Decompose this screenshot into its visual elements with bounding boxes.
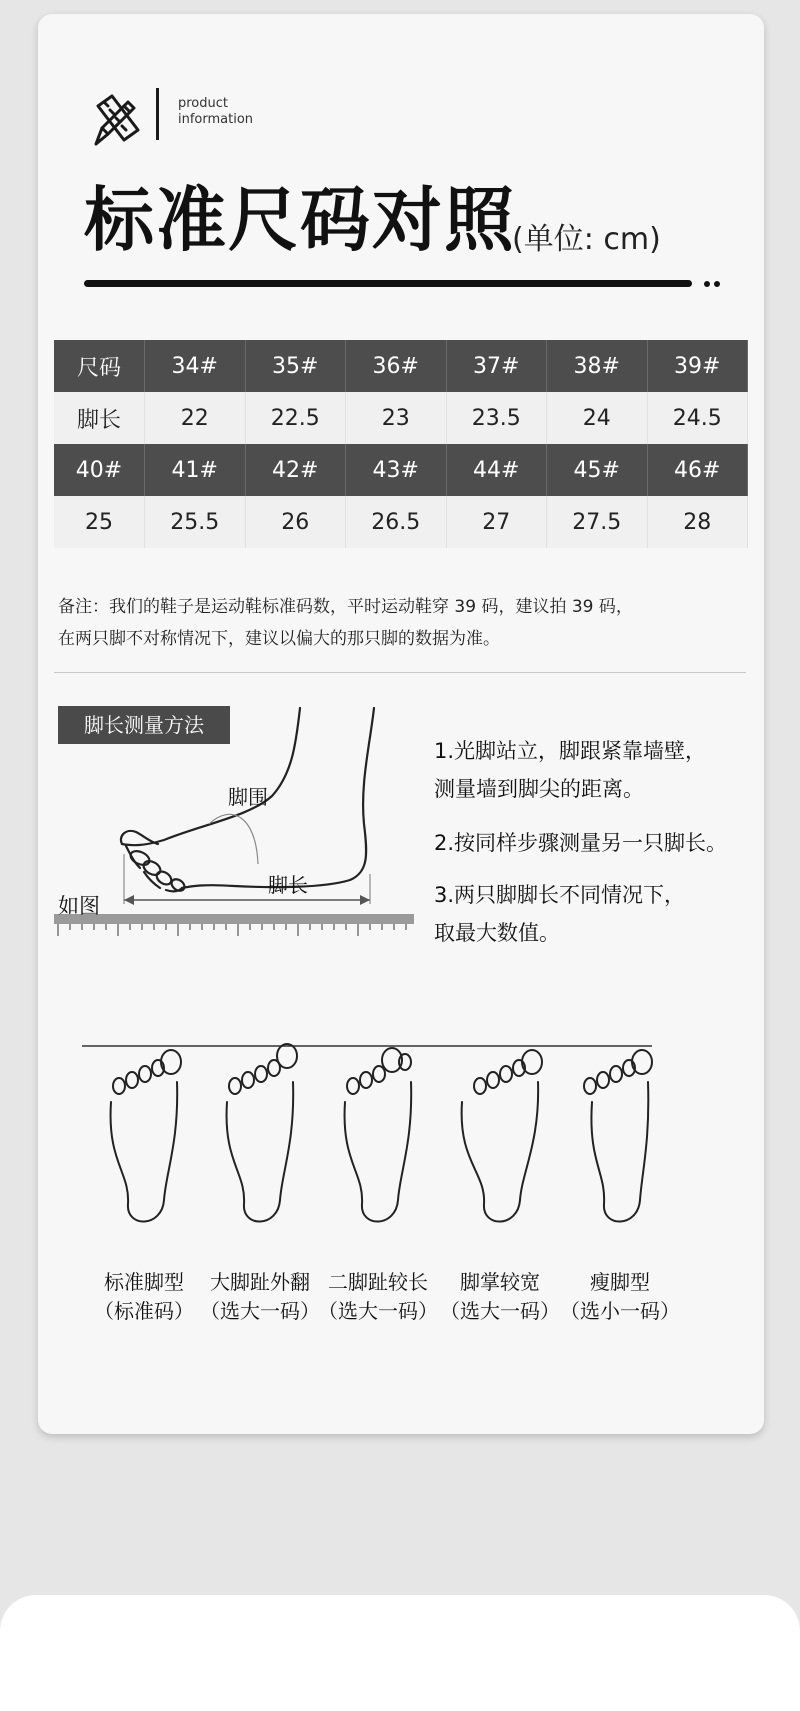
size-table-cell: 28 bbox=[647, 496, 748, 548]
size-table-cell: 尺码 bbox=[54, 340, 145, 392]
logo-text-line2: information bbox=[178, 112, 254, 127]
size-table-cell: 脚长 bbox=[54, 392, 145, 444]
size-table-cell: 36# bbox=[346, 340, 447, 392]
size-table-cell: 25 bbox=[54, 496, 145, 548]
step3-line1: 3.两只脚脚长不同情况下， bbox=[434, 883, 686, 907]
foot-type-advice: （选大一码） bbox=[200, 1299, 320, 1323]
foot-outline bbox=[584, 1050, 652, 1222]
note-line1: 备注：我们的鞋子是运动鞋标准码数，平时运动鞋穿 39 码，建议拍 39 码， bbox=[58, 597, 633, 617]
foot-types-illustration bbox=[38, 1004, 764, 1284]
size-table-cell: 27.5 bbox=[547, 496, 648, 548]
size-table-cell: 41# bbox=[145, 444, 246, 496]
foot-outline bbox=[345, 1048, 412, 1222]
size-table-cell: 42# bbox=[245, 444, 346, 496]
size-table-row bbox=[54, 496, 748, 548]
foot-type-advice: （选小一码） bbox=[560, 1299, 680, 1323]
figure-label: 如图 bbox=[58, 894, 100, 918]
size-note bbox=[58, 591, 748, 655]
size-table-cell: 25.5 bbox=[145, 496, 246, 548]
foot-outline bbox=[462, 1050, 542, 1222]
size-guide-card bbox=[38, 14, 764, 1434]
step3-line2: 取最大数值。 bbox=[434, 921, 560, 945]
section-divider bbox=[54, 672, 746, 673]
size-table-row bbox=[54, 340, 748, 392]
size-table-cell: 37# bbox=[446, 340, 547, 392]
size-table-cell: 27 bbox=[446, 496, 547, 548]
size-table-cell: 24 bbox=[547, 392, 648, 444]
foot-outline bbox=[227, 1044, 297, 1222]
size-table-cell: 23 bbox=[346, 392, 447, 444]
size-table-cell: 24.5 bbox=[647, 392, 748, 444]
size-table-row bbox=[54, 392, 748, 444]
foot-type-label bbox=[430, 1268, 570, 1326]
size-table bbox=[54, 340, 748, 548]
size-table-cell: 45# bbox=[547, 444, 648, 496]
step1-line1: 1.光脚站立，脚跟紧靠墙壁， bbox=[434, 739, 707, 763]
note-line2: 在两只脚不对称情况下，建议以偏大的那只脚的数据为准。 bbox=[58, 629, 500, 649]
size-table-cell: 46# bbox=[647, 444, 748, 496]
size-table-cell: 38# bbox=[547, 340, 648, 392]
foot-outline bbox=[111, 1050, 181, 1222]
size-table-row bbox=[54, 444, 748, 496]
logo-divider bbox=[156, 88, 159, 140]
size-table-cell: 35# bbox=[245, 340, 346, 392]
logo-text-line1: product bbox=[178, 96, 229, 111]
method-badge: 脚长测量方法 bbox=[58, 706, 230, 744]
length-label: 脚长 bbox=[268, 873, 308, 897]
foot-type-advice: （选大一码） bbox=[318, 1299, 438, 1323]
size-table-cell: 22.5 bbox=[245, 392, 346, 444]
size-table-cell: 43# bbox=[346, 444, 447, 496]
page-title: 标准尺码对照 bbox=[84, 179, 516, 261]
page-bottom-band bbox=[0, 1595, 800, 1711]
foot-type-advice: （选大一码） bbox=[440, 1299, 560, 1323]
unit-label: (单位: cm) bbox=[512, 222, 661, 257]
girth-label: 脚围 bbox=[228, 785, 268, 809]
size-table-cell: 26 bbox=[245, 496, 346, 548]
size-table-cell: 23.5 bbox=[446, 392, 547, 444]
foot-type-label bbox=[308, 1268, 448, 1326]
size-table-cell: 26.5 bbox=[346, 496, 447, 548]
size-table-cell: 39# bbox=[647, 340, 748, 392]
step2-text: 2.按同样步骤测量另一只脚长。 bbox=[434, 831, 728, 855]
foot-type-name: 脚掌较宽 bbox=[460, 1270, 540, 1294]
foot-type-label bbox=[550, 1268, 690, 1326]
title-underline bbox=[84, 280, 692, 287]
underline-dot bbox=[704, 281, 710, 287]
logo-text bbox=[178, 96, 253, 128]
foot-type-name: 二脚趾较长 bbox=[328, 1270, 428, 1294]
step1-line2: 测量墙到脚尖的距离。 bbox=[434, 777, 644, 801]
foot-type-name: 瘦脚型 bbox=[590, 1270, 650, 1294]
size-table-cell: 22 bbox=[145, 392, 246, 444]
ruler-pencil-icon bbox=[90, 86, 142, 154]
underline-dot bbox=[714, 281, 720, 287]
foot-type-advice: （标准码） bbox=[94, 1299, 194, 1323]
size-table-cell: 44# bbox=[446, 444, 547, 496]
size-table-cell: 40# bbox=[54, 444, 145, 496]
foot-type-name: 大脚趾外翻 bbox=[210, 1270, 310, 1294]
foot-type-name: 标准脚型 bbox=[104, 1270, 184, 1294]
size-table-cell: 34# bbox=[145, 340, 246, 392]
